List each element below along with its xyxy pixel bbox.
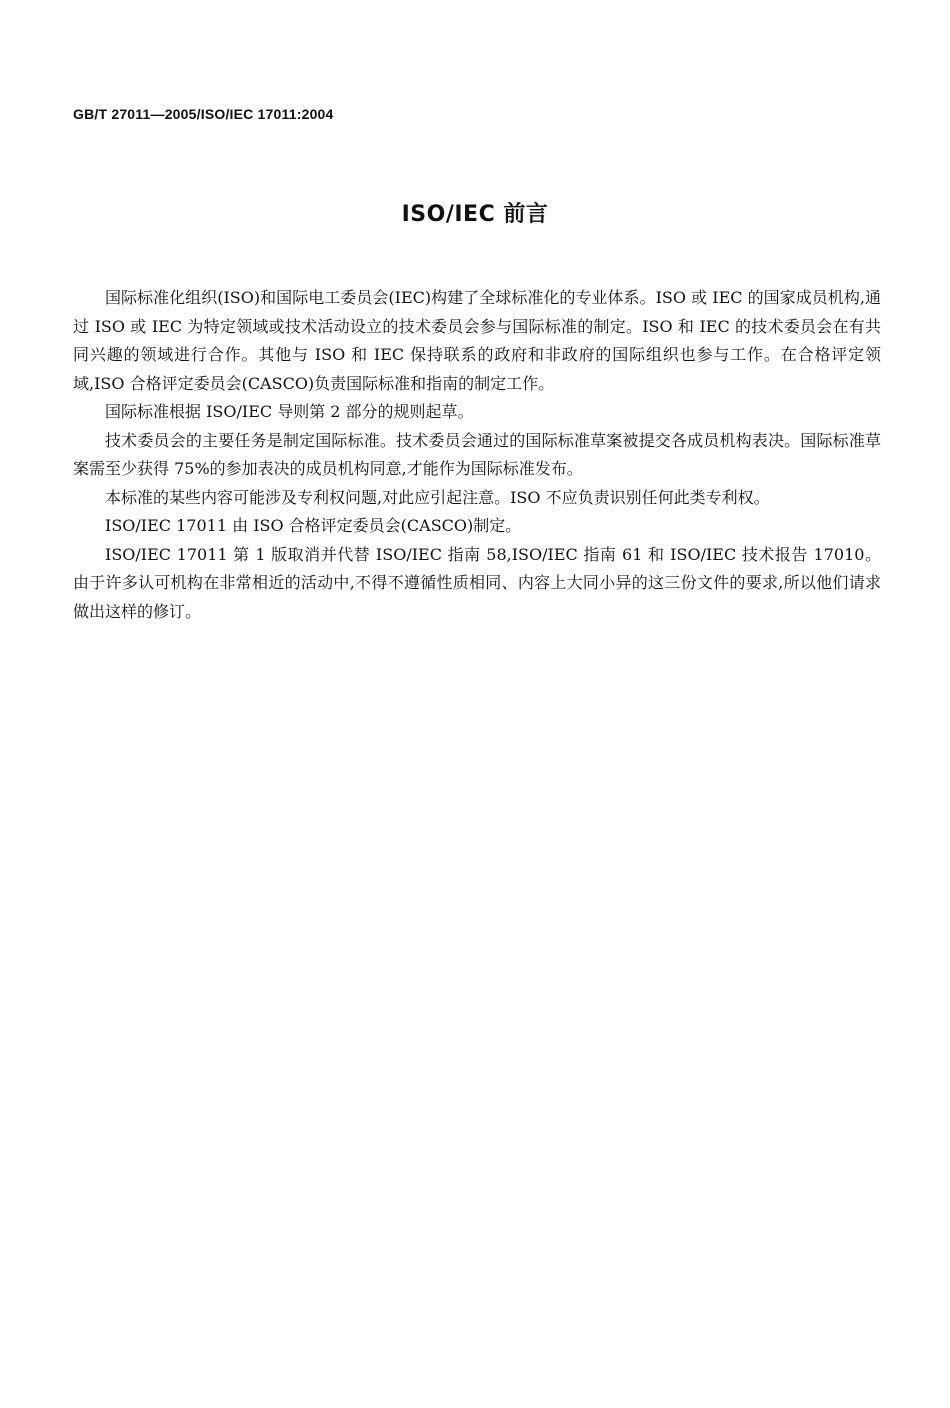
- paragraph-drafting-rules: 国际标准根据 ISO/IEC 导则第 2 部分的规则起草。: [105, 402, 474, 421]
- page-header-standard-code: GB/T 27011—2005/ISO/IEC 17011:2004: [73, 106, 334, 122]
- page-title: ISO/IEC 前言: [401, 202, 549, 227]
- paragraph-prepared-by: ISO/IEC 17011 由 ISO 合格评定委员会(CASCO)制定。: [105, 516, 522, 535]
- paragraph-technical-committees: 技术委员会的主要任务是制定国际标准。技术委员会通过的国际标准草案被提交各成员机构表决。国际标准草案需至少获得 75%的参加表决的成员机构同意,才能作为国际标准发布。: [73, 430, 881, 478]
- paragraph-first-edition: ISO/IEC 17011 第 1 版取消并代替 ISO/IEC 指南 58,ISO/IEC 指南 61 和 ISO/IEC 技术报告 17010。由于许多认可机构在非常相近的活动中,不得不遵循性质相同、内容上大同小异的这三份文件的要求,所以他们请求做出这样的修订。: [73, 544, 881, 621]
- document-body: [73, 284, 881, 626]
- paragraph-patent-rights: 本标准的某些内容可能涉及专利权问题,对此应引起注意。ISO 不应负责识别任何此类专利权。: [105, 487, 770, 507]
- paragraph-iso-iec-intro: 国际标准化组织(ISO)和国际电工委员会(IEC)构建了全球标准化的专业体系。ISO 或 IEC 的国家成员机构,通过 ISO 或 IEC 为特定领域或技术活动设立的技术委员会参与国际标准的制定。ISO 和 IEC 的技术委员会在有共同兴趣的领域进行合作。其他与 ISO 和 IEC 保持联系的政府和非政府的国际组织也参与工作。在合格评定领域,ISO 合格评定委员会(CASCO)负责国际标准和指南的制定工作。: [73, 288, 881, 393]
